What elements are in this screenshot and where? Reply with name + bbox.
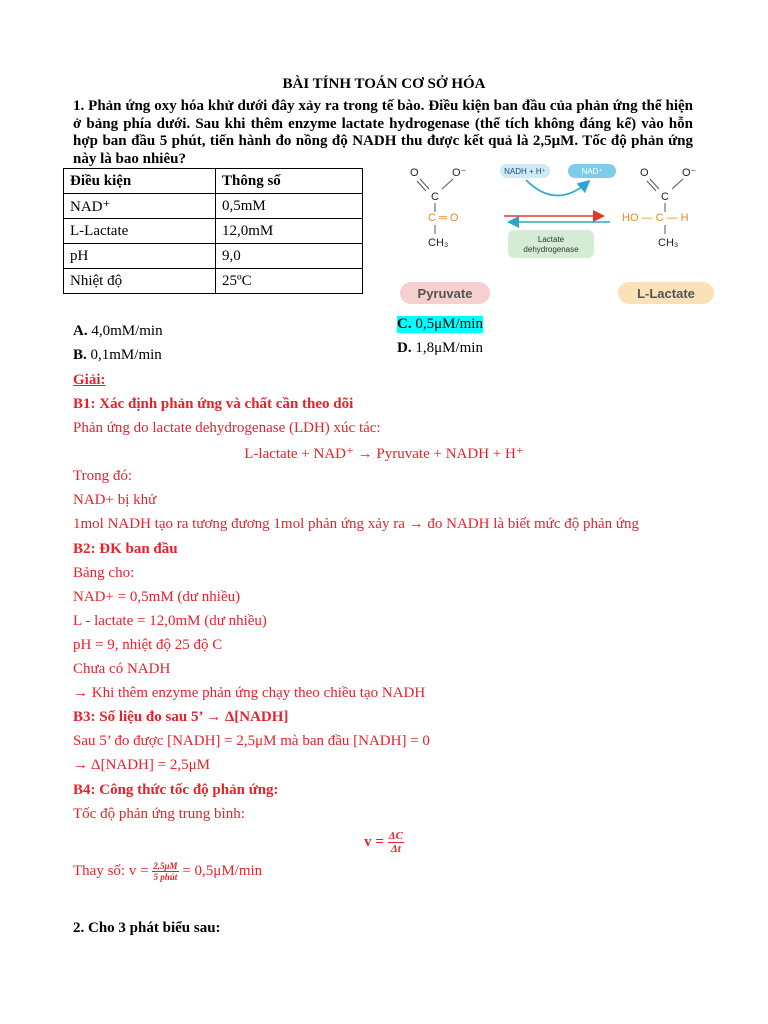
option-text: 0,1mM/min: [86, 347, 162, 363]
nadh-label: NADH + H⁺: [504, 167, 546, 176]
step-1-title: B1: Xác định phản ứng và chất cần theo dõi: [73, 396, 354, 412]
step-2-line: → Khi thêm enzyme phản ứng chạy theo chiều tạo NADH: [73, 685, 426, 701]
question-2-text: 2. Cho 3 phát biểu sau:: [73, 920, 221, 936]
oxygen-anion: O⁻: [452, 167, 467, 179]
substitution-numerator: 2,5μM: [153, 861, 178, 871]
page-title: BÀI TÍNH TOÁN CƠ SỞ HÓA: [282, 76, 486, 92]
conditions-table: [63, 168, 363, 294]
option-letter: C.: [397, 316, 412, 332]
step-2-line: NAD+ = 0,5mM (dư nhiều): [73, 589, 241, 605]
table-cell: NAD⁺: [64, 194, 216, 219]
table-row: [64, 219, 363, 244]
step-3-line: → Δ[NADH] = 2,5μM: [73, 757, 210, 773]
option-c-correct: [397, 316, 483, 333]
option-text: 1,8μM/min: [411, 340, 483, 356]
formula-lhs: v =: [364, 833, 388, 850]
lactate-structure: [622, 167, 697, 249]
substitution-line: [73, 861, 262, 882]
step-4-title: B4: Công thức tốc độ phản ứng:: [73, 782, 279, 798]
table-cell: Nhiệt độ: [64, 269, 216, 294]
carbon-atom: C: [431, 191, 439, 203]
step-2-line: Chưa có NADH: [73, 661, 171, 677]
step-2-line: Bảng cho:: [73, 565, 135, 581]
alcohol-group: HO — C — H: [622, 212, 689, 224]
option-text: 4,0mM/min: [87, 323, 163, 339]
substitution-prefix: Thay số: v =: [73, 862, 153, 879]
table-cell: 12,0mM: [216, 219, 363, 244]
enzyme-label-line2: dehydrogenase: [523, 245, 579, 254]
methyl-group: CH₃: [428, 237, 449, 249]
step-1-line: NAD+ bị khử: [73, 492, 157, 508]
enzyme-label-line1: Lactate: [537, 235, 565, 244]
pyruvate-label: Pyruvate: [417, 286, 473, 301]
step-2-line: pH = 9, nhiệt độ 25 độ C: [73, 637, 223, 653]
question-1-text: 1. Phản ứng oxy hóa khử dưới đây xảy ra trong tế bào. Điều kiện ban đầu của phản ứng thể hiện ở bảng phía dưới. Sau khi thêm enzyme lactate hydrogenase (thể tích không đáng kể) vào hỗn hợp ban đầu 5 phút, tiến hành đo nồng độ NADH thu được kết quả là 2,5μM. Tốc độ phản ứng này là bao nhiêu?: [73, 98, 693, 167]
methyl-group: CH₃: [658, 237, 679, 249]
table-cell: pH: [64, 244, 216, 269]
option-letter: A.: [73, 323, 88, 339]
substitution-denominator: 5 phút: [153, 872, 178, 882]
rate-formula: [0, 830, 768, 855]
step-1-line: 1mol NADH tạo ra tương đương 1mol phản ứng xảy ra → đo NADH là biết mức độ phản ứng: [73, 516, 640, 532]
step-4-line: Tốc độ phản ứng trung bình:: [73, 806, 245, 822]
oxygen-anion: O⁻: [682, 167, 697, 179]
nad-label: NAD⁺: [581, 167, 603, 176]
carbonyl-group: C ═ O: [428, 212, 459, 224]
step-3-line: Sau 5’ đo được [NADH] = 2,5μM mà ban đầu [NADH] = 0: [73, 733, 430, 749]
step-2-title: B2: ĐK ban đầu: [73, 541, 178, 557]
table-header-cell: Điều kiện: [64, 169, 216, 194]
option-letter: B.: [73, 347, 87, 363]
table-header-cell: Thông số: [216, 169, 363, 194]
carbon-atom: C: [661, 191, 669, 203]
substitution-result: = 0,5μM/min: [178, 862, 263, 879]
formula-fraction: [388, 830, 404, 855]
cofactor-arrow: [526, 180, 588, 196]
step-3-title: B3: Số liệu đo sau 5’ → Δ[NADH]: [73, 709, 289, 725]
table-row: [64, 244, 363, 269]
table-cell: L-Lactate: [64, 219, 216, 244]
option-text: 0,5μM/min: [411, 316, 483, 332]
table-row: [64, 194, 363, 219]
table-cell: 25ºC: [216, 269, 363, 294]
table-header-row: [64, 169, 363, 194]
oxygen-atom: O: [410, 167, 419, 179]
step-1-line: Phản ứng do lactate dehydrogenase (LDH) xúc tác:: [73, 420, 381, 436]
table-cell: 9,0: [216, 244, 363, 269]
option-a: [73, 323, 163, 340]
solution-header: Giải:: [73, 372, 106, 388]
option-d: [397, 340, 483, 357]
substitution-fraction: [152, 861, 178, 882]
table-row: [64, 269, 363, 294]
step-1-line: Trong đó:: [73, 468, 133, 484]
table-cell: 0,5mM: [216, 194, 363, 219]
step-2-line: L - lactate = 12,0mM (dư nhiều): [73, 613, 267, 629]
formula-denominator: Δt: [390, 843, 401, 855]
lactate-label: L-Lactate: [637, 286, 695, 301]
ldh-reaction-diagram: [396, 158, 718, 310]
option-letter: D.: [397, 340, 412, 356]
pyruvate-structure: [410, 167, 467, 249]
option-b: [73, 347, 162, 364]
formula-numerator: ΔC: [388, 830, 403, 842]
reaction-equation: L-lactate + NAD⁺ → Pyruvate + NADH + H⁺: [244, 446, 524, 462]
oxygen-atom: O: [640, 167, 649, 179]
